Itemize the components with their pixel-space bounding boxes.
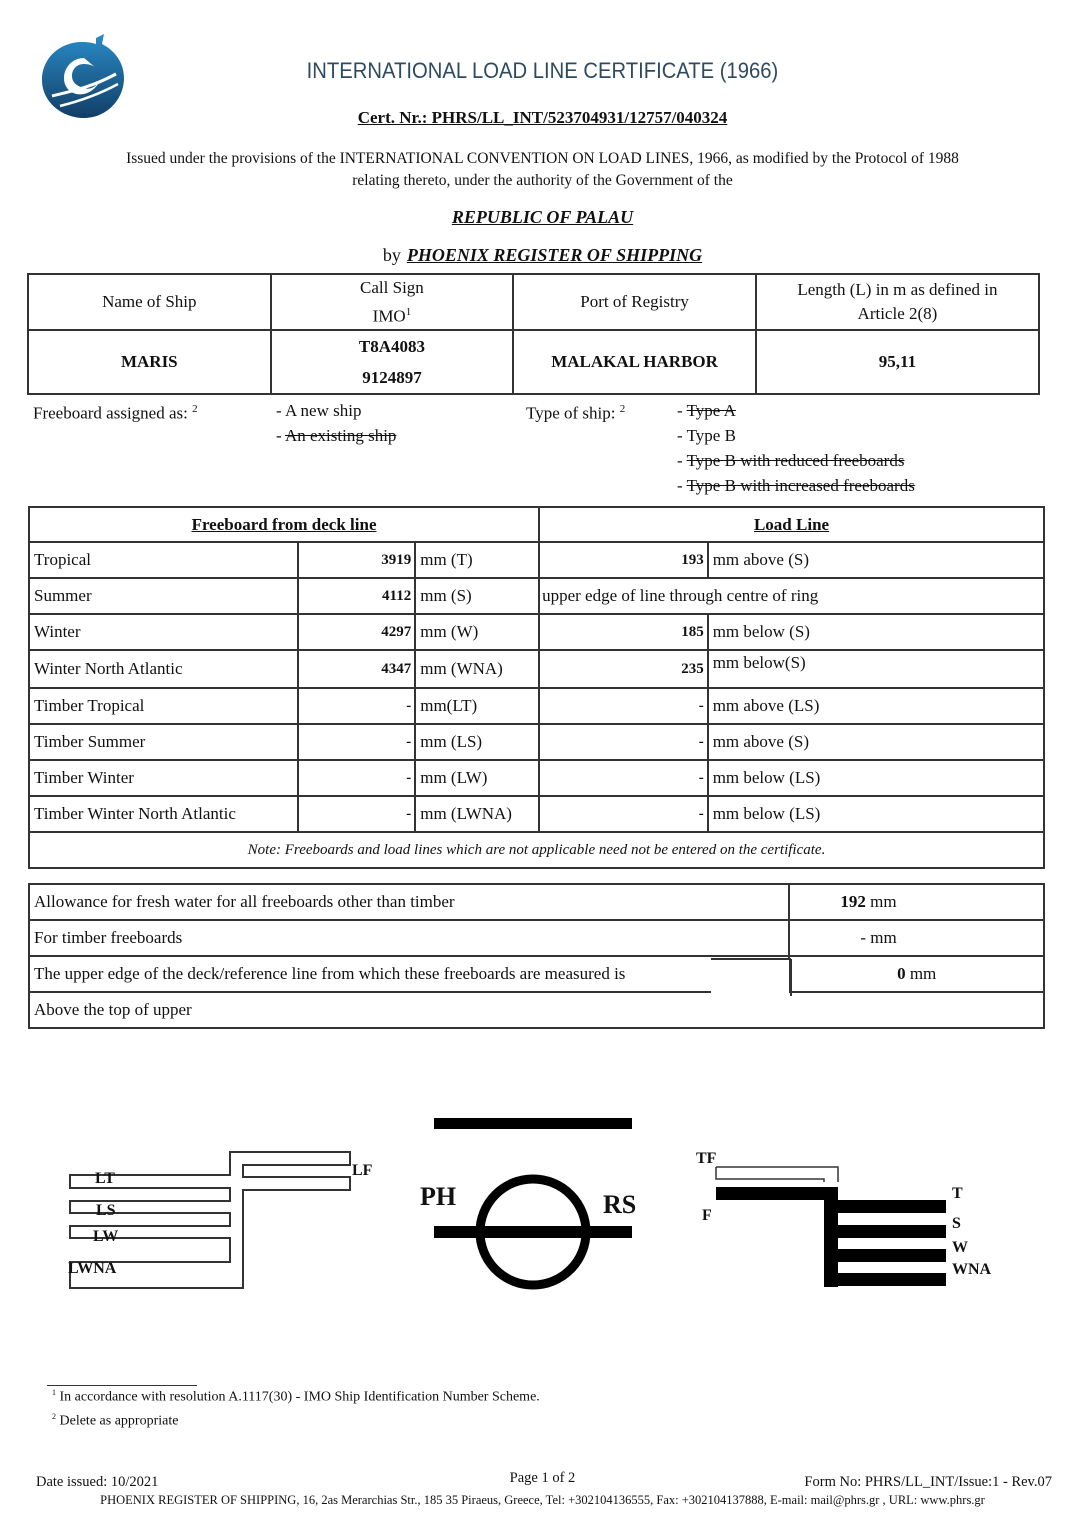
table-row	[29, 688, 1044, 724]
above-top-label: Above the top of upper	[29, 992, 1044, 1028]
load-line-value: -	[539, 724, 708, 760]
load-line-unit: mm below(S)	[708, 650, 1044, 688]
issuer-line: by PHOENIX REGISTER OF SHIPPING	[382, 245, 703, 265]
freeboard-value: 4297	[298, 614, 415, 650]
label-lt: LT	[95, 1170, 115, 1187]
timber-load-line-diagram	[60, 1140, 400, 1300]
load-line-unit: mm below (S)	[708, 614, 1044, 650]
fresh-water-value: 192 mm	[789, 884, 1044, 920]
load-line-value: -	[539, 796, 708, 832]
label-wna: WNA	[952, 1261, 992, 1278]
deck-line-label: The upper edge of the deck/reference line from which these freeboards are measured is	[29, 956, 789, 992]
freeboard-value: -	[298, 760, 415, 796]
issuer-address: PHOENIX REGISTER OF SHIPPING, 16, 2as Merarchias Str., 185 35 Piraeus, Greece, Tel: +302104136555, Fax: +302104137888, E-mail: mail@phrs.gr , URL: www.phrs.gr	[100, 1493, 985, 1507]
certificate-title: INTERNATIONAL LOAD LINE CERTIFICATE (1966)	[306, 58, 779, 83]
header-name-of-ship: Name of Ship	[28, 274, 271, 330]
freeboard-assigned-label: Freeboard assigned as: $^2$	[33, 403, 198, 423]
table-row	[29, 724, 1044, 760]
load-line-marks-diagram	[690, 1145, 1010, 1295]
label-ph: PH	[420, 1182, 457, 1211]
timber-freeboards-value: - mm	[789, 920, 1044, 956]
load-line-value: 185	[539, 614, 708, 650]
row-name: Timber Summer	[29, 724, 298, 760]
load-line-value: -	[539, 688, 708, 724]
freeboard-value: 4112	[298, 578, 415, 614]
load-line-unit: mm above (S)	[708, 724, 1044, 760]
table-row	[29, 760, 1044, 796]
label-s: S	[952, 1215, 961, 1232]
load-line-text: upper edge of line through centre of ring	[539, 578, 1044, 614]
allowances-table	[28, 883, 1045, 1029]
label-lf: LF	[352, 1162, 373, 1179]
freeboard-unit: mm (WNA)	[415, 650, 539, 688]
type-option-a: - Type A	[677, 401, 736, 420]
port-of-registry: MALAKAL HARBOR	[513, 330, 756, 394]
ship-length: 95,11	[756, 330, 1039, 394]
row-name: Tropical	[29, 542, 298, 578]
freeboard-unit: mm(LT)	[415, 688, 539, 724]
freeboard-unit: mm (LWNA)	[415, 796, 539, 832]
row-name: Winter	[29, 614, 298, 650]
label-lw: LW	[93, 1228, 119, 1245]
load-line-value: -	[539, 760, 708, 796]
freeboard-value: -	[298, 724, 415, 760]
footnote-2: $^2$ Delete as appropriate	[52, 1412, 179, 1429]
deck-line-divider-mask	[711, 960, 789, 995]
load-line-value: 193	[539, 542, 708, 578]
form-number: Form No: PHRS/LL_INT/Issue:1 - Rev.07	[804, 1474, 1052, 1490]
row-name: Summer	[29, 578, 298, 614]
freeboard-value: 3919	[298, 542, 415, 578]
deck-line-divider	[790, 959, 792, 996]
load-line-value: 235	[539, 650, 708, 688]
label-t: T	[952, 1185, 963, 1202]
footnote-divider	[47, 1385, 197, 1386]
table-row	[29, 796, 1044, 832]
header-length: Length (L) in m as defined in Article 2(8)	[756, 274, 1039, 330]
label-lwna: LWNA	[68, 1260, 117, 1277]
type-option-b-reduced: - Type B with reduced freeboards	[677, 451, 905, 470]
timber-freeboards-label: For timber freeboards	[29, 920, 789, 956]
ship-name: MARIS	[28, 330, 271, 394]
label-tf: TF	[696, 1150, 717, 1167]
freeboard-unit: mm (S)	[415, 578, 539, 614]
freeboard-table	[28, 506, 1045, 869]
deck-line-value: 0 mm	[789, 956, 1044, 992]
table-row	[29, 650, 1044, 688]
header-freeboard-from-deck-line: Freeboard from deck line	[29, 507, 539, 542]
header-call-sign-imo: Call Sign IMO$^1$	[271, 274, 514, 330]
table-row	[29, 578, 1044, 614]
row-name: Timber Tropical	[29, 688, 298, 724]
call-sign-imo-values: T8A4083 9124897	[271, 330, 514, 394]
freeboard-unit: mm (W)	[415, 614, 539, 650]
row-name: Winter North Atlantic	[29, 650, 298, 688]
label-f: F	[702, 1207, 712, 1224]
load-line-ring-diagram	[420, 1110, 660, 1300]
certificate-number: Cert. Nr.: PHRS/LL_INT/523704931/12757/040324	[357, 108, 728, 127]
footnote-1: $^1$ In accordance with resolution A.1117(30) - IMO Ship Identification Number Scheme.	[52, 1388, 540, 1405]
row-name: Timber Winter North Atlantic	[29, 796, 298, 832]
type-option-b: - Type B	[677, 426, 736, 445]
freeboard-unit: mm (LW)	[415, 760, 539, 796]
freeboard-option-new-ship: - A new ship	[276, 401, 362, 420]
ship-particulars-table	[27, 273, 1040, 395]
load-line-unit: mm below (LS)	[708, 760, 1044, 796]
freeboard-unit: mm (LS)	[415, 724, 539, 760]
freeboard-option-existing-ship: - An existing ship	[276, 426, 397, 445]
header-load-line: Load Line	[539, 507, 1044, 542]
load-line-unit: mm below (LS)	[708, 796, 1044, 832]
load-line-unit: mm above (LS)	[708, 688, 1044, 724]
date-issued: Date issued: 10/2021	[36, 1474, 159, 1490]
freeboard-value: -	[298, 688, 415, 724]
label-w: W	[952, 1239, 968, 1256]
type-of-ship-label: Type of ship: $^2$	[526, 403, 626, 423]
row-name: Timber Winter	[29, 760, 298, 796]
type-option-b-increased: - Type B with increased freeboards	[677, 476, 915, 495]
government-name: REPUBLIC OF PALAU	[451, 207, 634, 227]
freeboard-value: 4347	[298, 650, 415, 688]
load-line-unit: mm above (S)	[708, 542, 1044, 578]
issued-statement: Issued under the provisions of the INTERNATIONAL CONVENTION ON LOAD LINES, 1966, as modified by the Protocol of 1988 relating thereto, under the authority of the Government of the	[126, 150, 959, 189]
page-number: Page 1 of 2	[509, 1470, 576, 1486]
label-ls: LS	[96, 1202, 116, 1219]
table-row	[29, 614, 1044, 650]
freeboard-value: -	[298, 796, 415, 832]
table-row	[29, 542, 1044, 578]
label-rs: RS	[603, 1190, 637, 1219]
fresh-water-label: Allowance for fresh water for all freeboards other than timber	[29, 884, 789, 920]
freeboard-unit: mm (T)	[415, 542, 539, 578]
header-port-of-registry: Port of Registry	[513, 274, 756, 330]
row-divider	[711, 958, 791, 960]
table-note: Note: Freeboards and load lines which are not applicable need not be entered on the certificate.	[29, 832, 1044, 868]
